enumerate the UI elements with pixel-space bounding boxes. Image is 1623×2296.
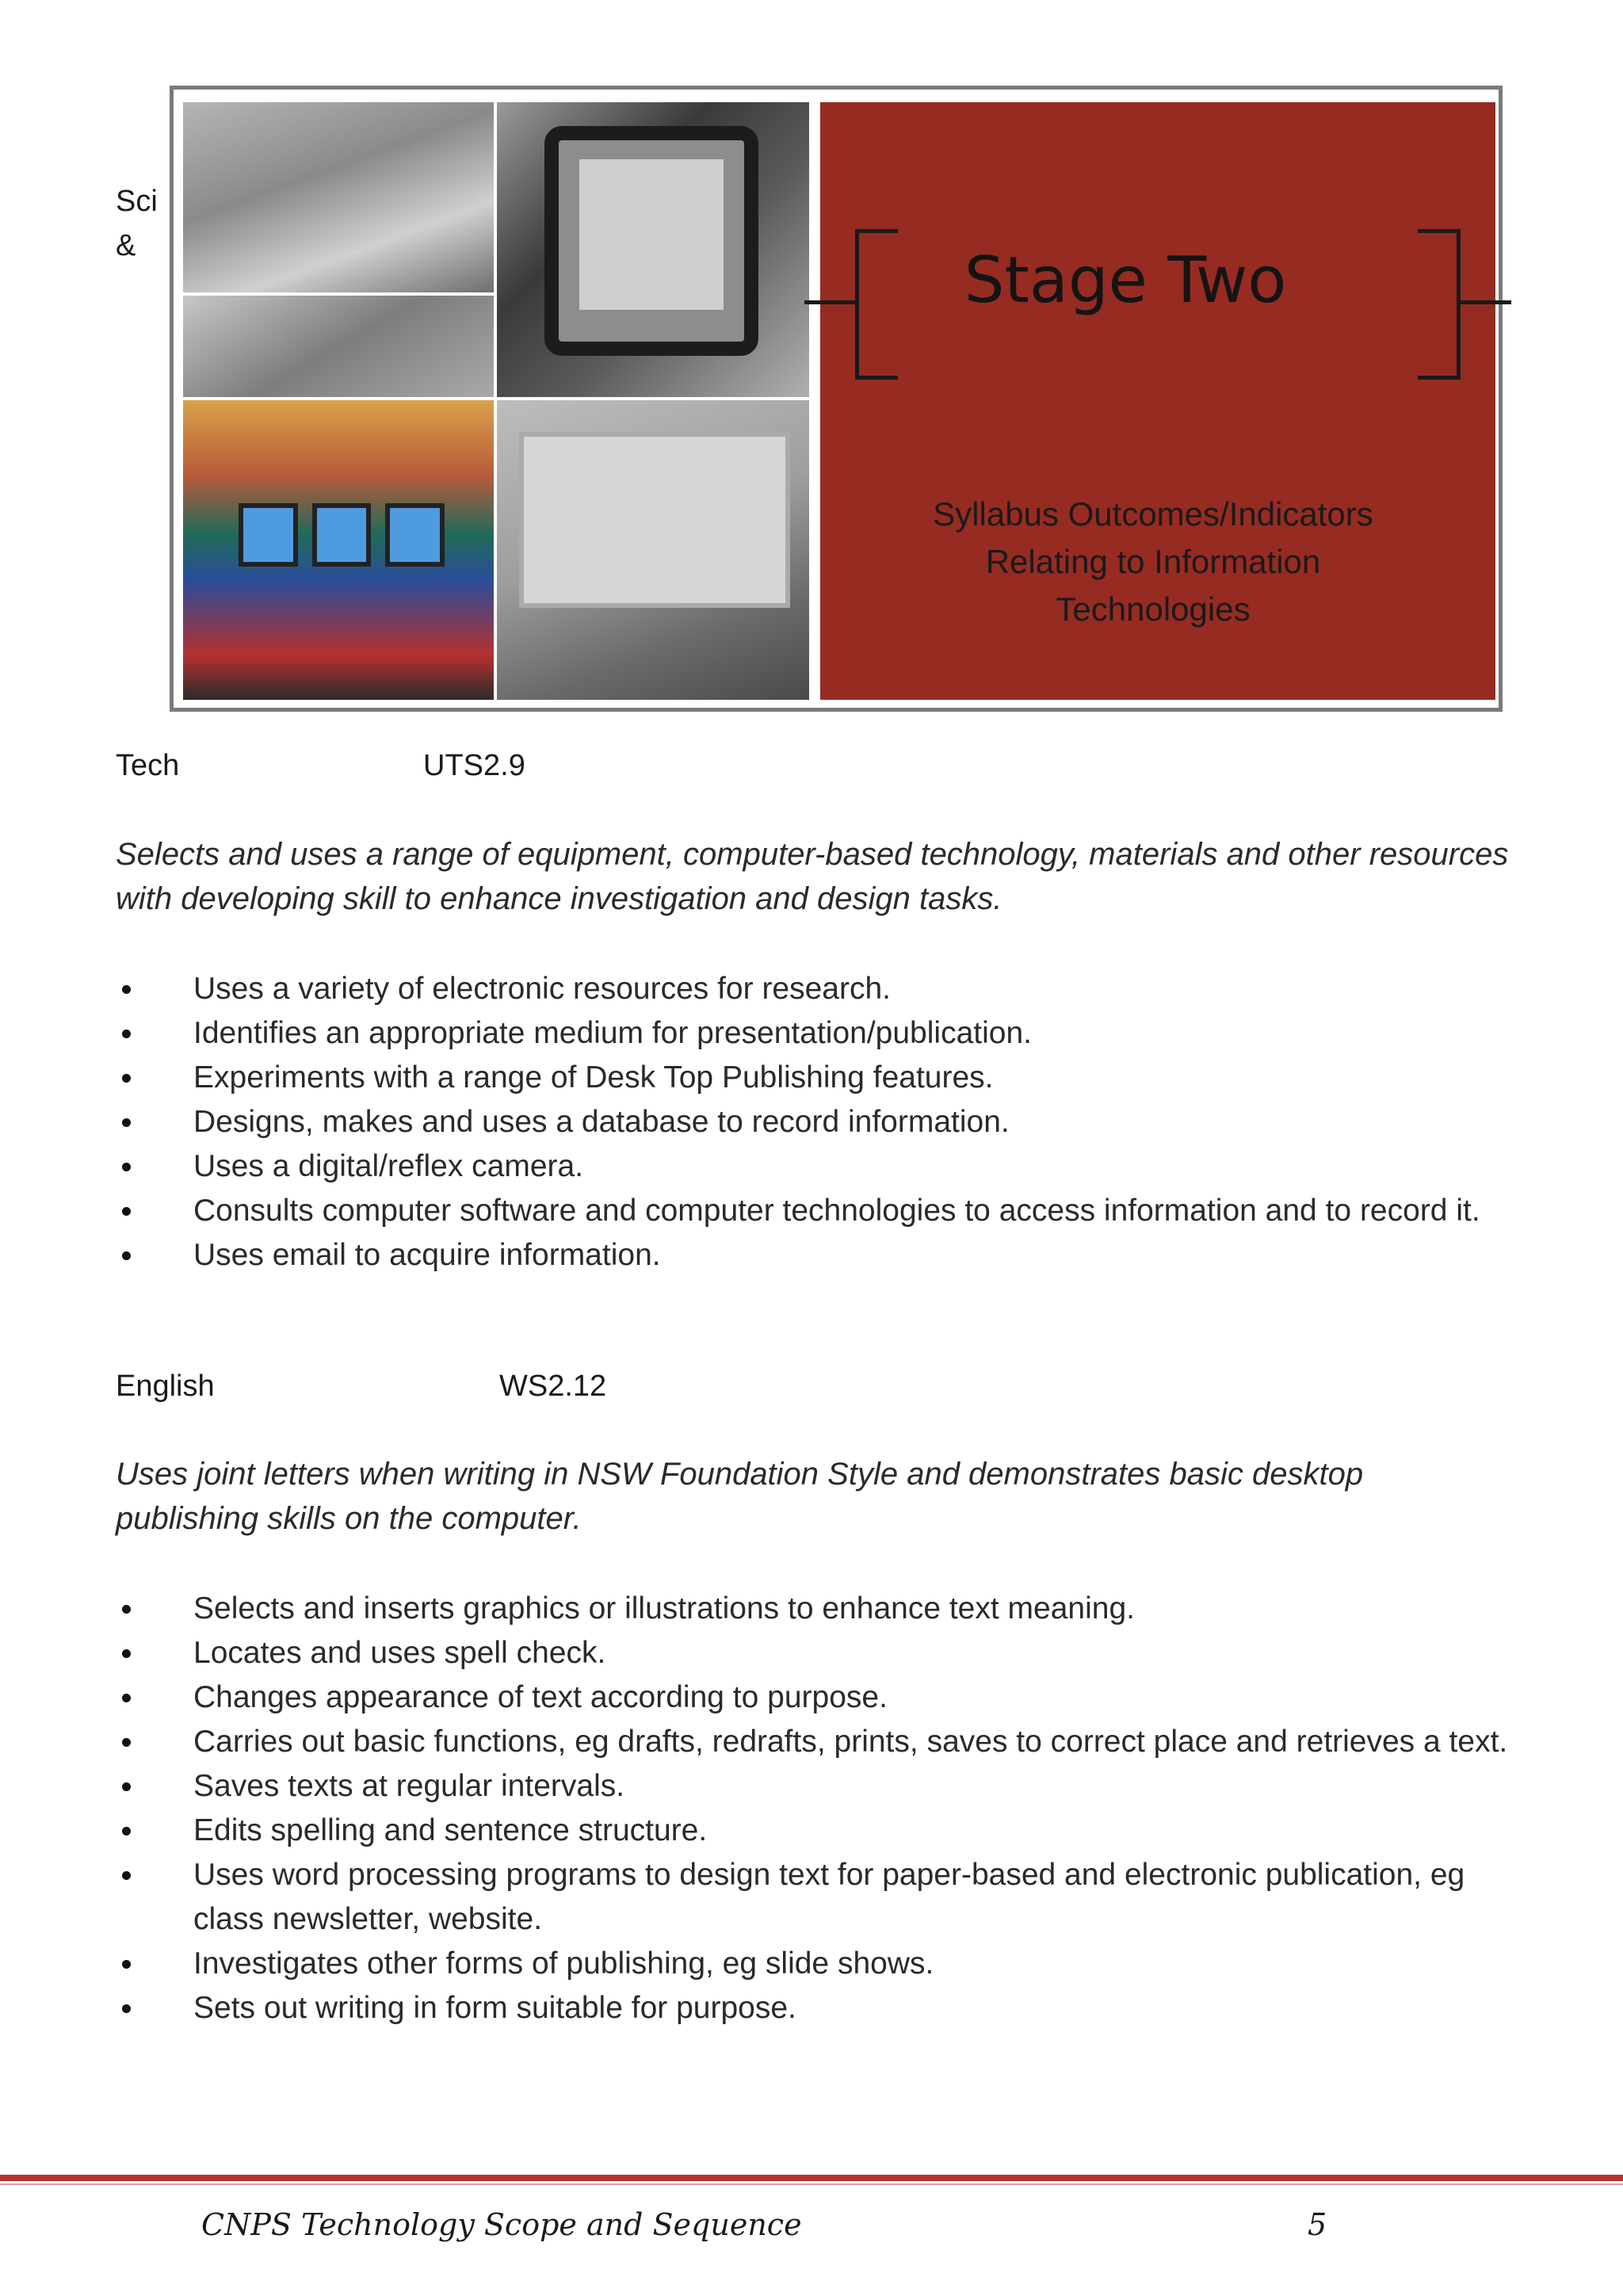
photo-collage [183, 102, 809, 700]
subtitle-line: Technologies [1056, 590, 1251, 628]
section-code-english: WS2.12 [499, 1370, 607, 1403]
list-item: Experiments with a range of Desk Top Publishing features. [116, 1056, 1518, 1100]
section-list-tech [116, 967, 1518, 1278]
list-item: Saves texts at regular intervals. [116, 1764, 1518, 1809]
list-item: Uses a variety of electronic resources for research. [116, 967, 1518, 1011]
footer-rule [0, 2175, 1623, 2181]
whiteboard-screen [519, 432, 790, 608]
section-intro-tech: Selects and uses a range of equipment, computer-based technology, materials and other resources with developing skill to enhance investigation and design tasks. [116, 837, 1509, 916]
list-item: Locates and uses spell check. [116, 1631, 1518, 1675]
list-item: Sets out writing in form suitable for purpose. [116, 1986, 1518, 2030]
photo-classroom-desks [183, 102, 494, 292]
photo-student-tablet [183, 296, 494, 397]
list-item: Carries out basic functions, eg drafts, redrafts, prints, saves to correct place and retrieves a text. [116, 1720, 1518, 1764]
list-item: Selects and inserts graphics or illustrations to enhance text meaning. [116, 1587, 1518, 1631]
side-note-line: Sci [116, 185, 158, 218]
list-item: Designs, makes and uses a database to record information. [116, 1100, 1518, 1144]
subtitle-line: Relating to Information [985, 543, 1321, 580]
tablet-screen [579, 159, 724, 310]
page-title: Stage Two [964, 243, 1287, 317]
side-note-line: & [116, 229, 136, 262]
photo-computer-lab [183, 400, 494, 700]
list-item: Changes appearance of text according to purpose. [116, 1675, 1518, 1720]
bracket-right-decoration [1418, 229, 1461, 380]
list-item: Uses email to acquire information. [116, 1233, 1518, 1278]
list-item: Identifies an appropriate medium for presentation/publication. [116, 1011, 1518, 1056]
page-subtitle [892, 491, 1415, 633]
side-note [116, 179, 158, 268]
footer-rule-thin [0, 2183, 1623, 2185]
section-subject-english: English [116, 1370, 215, 1403]
subtitle-line: Syllabus Outcomes/Indicators [933, 495, 1373, 533]
computer-monitors [239, 503, 445, 567]
section-list-english [116, 1587, 1518, 2030]
list-item: Edits spelling and sentence structure. [116, 1809, 1518, 1853]
page-number: 5 [1308, 2207, 1327, 2242]
bracket-right-line [1461, 300, 1511, 304]
footer-title: CNPS Technology Scope and Sequence [201, 2207, 802, 2242]
list-item: Consults computer software and computer technologies to access information and to record it. [116, 1189, 1518, 1233]
section-subject-tech: Tech [116, 749, 180, 782]
list-item: Uses word processing programs to design text for paper-based and electronic publication, eg class newsletter, website. [116, 1853, 1518, 1942]
photo-tablet-closeup [497, 102, 809, 397]
bracket-left-decoration [855, 229, 898, 380]
bracket-left-line [804, 300, 855, 304]
section-intro-english: Uses joint letters when writing in NSW Foundation Style and demonstrates basic desktop publishing skills on the computer. [116, 1457, 1364, 1536]
list-item: Uses a digital/reflex camera. [116, 1144, 1518, 1189]
tablet-device [544, 126, 758, 356]
list-item: Investigates other forms of publishing, eg slide shows. [116, 1942, 1518, 1986]
section-code-tech: UTS2.9 [423, 749, 525, 782]
header-banner [170, 86, 1503, 712]
photo-interactive-whiteboard [497, 400, 809, 700]
title-panel [820, 102, 1495, 700]
